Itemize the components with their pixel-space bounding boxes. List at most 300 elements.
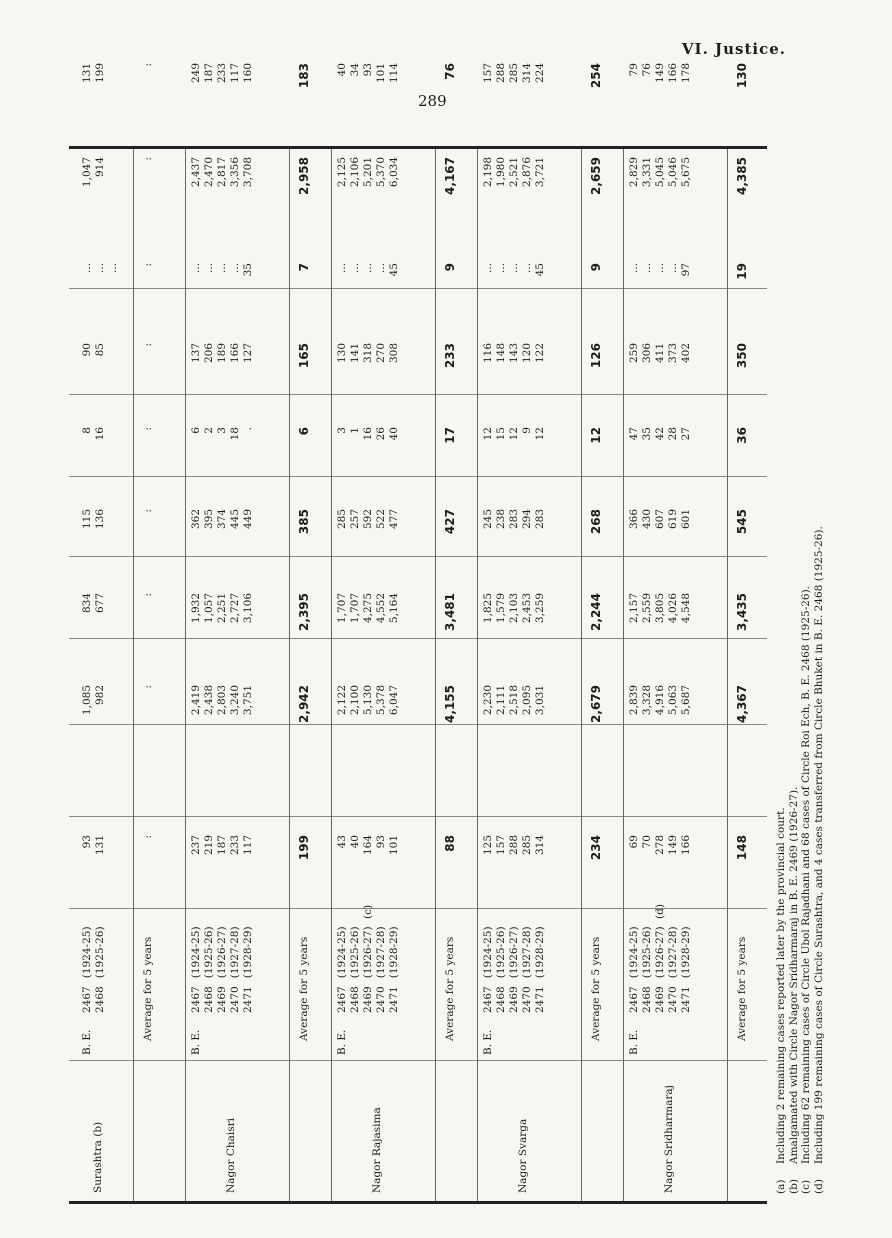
value-cell: ... xyxy=(362,263,374,274)
value-cell: 1,047 xyxy=(81,157,93,188)
year-be: 2470 xyxy=(375,986,387,1013)
average-value: 2,244 xyxy=(589,593,603,631)
year-line xyxy=(521,926,534,1055)
value-column xyxy=(81,593,107,663)
value-cell: 283 xyxy=(508,509,520,530)
value-column xyxy=(81,157,107,241)
value-cell: 270 xyxy=(375,343,387,364)
value-cell: 70 xyxy=(641,835,653,849)
value-column xyxy=(482,509,547,571)
value-cell: 219 xyxy=(203,835,215,856)
year-line xyxy=(362,926,375,1055)
value-cell: . xyxy=(242,427,254,431)
value-cell: 40 xyxy=(388,427,400,441)
value-cell: 2,559 xyxy=(641,593,653,624)
average-value: 199 xyxy=(297,835,311,861)
year-line xyxy=(482,926,495,1055)
value-cell: 148 xyxy=(495,343,507,364)
value-cell: 1,825 xyxy=(482,593,494,624)
average-row xyxy=(727,63,758,1201)
value-cell: 522 xyxy=(375,509,387,530)
value-cell: 5,378 xyxy=(375,685,387,716)
year-list xyxy=(81,926,107,1055)
average-value: : xyxy=(142,427,154,431)
average-value: : xyxy=(142,593,154,597)
value-cell: ... xyxy=(641,263,653,274)
footnote-text: Including 62 remaining cases of Circle Ubol Rajadhani and 68 cases of Circle Roi Ech, B. E. 2468 (1925-26). xyxy=(800,585,812,1164)
value-cell: 93 xyxy=(375,835,387,849)
average-value: : xyxy=(142,343,154,347)
value-cell: ... xyxy=(81,263,93,274)
era-label xyxy=(667,1021,680,1055)
value-cell: 2,876 xyxy=(521,157,533,188)
average-value: 19 xyxy=(735,263,749,280)
value-cell: 2,839 xyxy=(628,685,640,716)
value-cell: 28 xyxy=(667,427,679,441)
value-cell: 164 xyxy=(362,835,374,856)
value-cell: 141 xyxy=(349,343,361,364)
value-column xyxy=(628,157,693,241)
footnote-marker: (c) xyxy=(800,1179,812,1194)
year-be: 2467 xyxy=(81,986,93,1013)
circle-name: Surashtra (b) xyxy=(92,1121,104,1193)
average-value: 130 xyxy=(735,63,749,89)
value-cell: 16 xyxy=(94,427,106,441)
value-cell: 18 xyxy=(229,427,241,441)
average-value: 4,367 xyxy=(735,685,749,723)
value-cell: 2,419 xyxy=(190,685,202,716)
year-be: 2468 xyxy=(641,986,653,1013)
value-cell: 16 xyxy=(362,427,374,441)
year-be: 2467 xyxy=(190,986,202,1013)
value-cell: 1 xyxy=(349,427,361,434)
footnote-marker: (a) xyxy=(775,1179,787,1194)
footnote-marker: (b) xyxy=(787,1179,800,1194)
value-cell: 2,829 xyxy=(628,157,640,188)
average-value: 2,395 xyxy=(297,593,311,631)
year-be: 2469 xyxy=(362,986,374,1013)
value-cell: 12 xyxy=(508,427,520,441)
era-label: B. E. xyxy=(190,1029,202,1055)
year-line xyxy=(242,926,255,1055)
value-column xyxy=(336,157,401,241)
year-ce: (1924-25) xyxy=(628,926,640,979)
value-cell: 294 xyxy=(521,509,533,530)
year-be: 2470 xyxy=(521,986,533,1013)
value-cell: 314 xyxy=(534,835,546,856)
value-cell: ... xyxy=(628,263,640,274)
year-line xyxy=(349,926,362,1055)
value-cell: 131 xyxy=(81,63,93,84)
value-cell: 3,106 xyxy=(242,593,254,624)
value-cell: 1,980 xyxy=(495,157,507,188)
era-label xyxy=(654,1021,667,1055)
average-label: Average for 5 years xyxy=(444,936,456,1041)
value-column xyxy=(482,157,547,241)
era-label xyxy=(349,1021,362,1055)
value-column xyxy=(336,685,401,755)
value-cell: ... xyxy=(508,263,520,274)
value-column xyxy=(628,509,693,571)
value-cell: 149 xyxy=(654,63,666,84)
year-be: 2469 xyxy=(508,986,520,1013)
footnote xyxy=(775,154,788,1194)
value-cell: 101 xyxy=(388,835,400,856)
value-cell: 93 xyxy=(81,835,93,849)
year-be: 2468 xyxy=(495,986,507,1013)
value-cell: 166 xyxy=(667,63,679,84)
value-cell: 137 xyxy=(190,343,202,364)
value-cell: 125 xyxy=(482,835,494,856)
value-cell: 12 xyxy=(534,427,546,441)
value-column xyxy=(190,509,255,571)
year-line xyxy=(654,926,667,1055)
value-cell: 3,240 xyxy=(229,685,241,716)
value-cell: 477 xyxy=(388,509,400,530)
circle-name: Nagor Rajasima xyxy=(371,1107,383,1193)
era-label xyxy=(534,1021,547,1055)
year-line xyxy=(495,926,508,1055)
value-column xyxy=(482,835,547,903)
average-value: 165 xyxy=(297,343,311,369)
value-cell: 127 xyxy=(242,343,254,364)
average-value: 385 xyxy=(297,509,311,535)
value-cell: 2,125 xyxy=(336,157,348,188)
year-ce: (1926-27) xyxy=(362,926,374,979)
note-marker: (c) xyxy=(362,904,374,919)
year-ce: (1925-26) xyxy=(641,926,653,979)
year-line xyxy=(81,926,94,1055)
value-cell: 2,157 xyxy=(628,593,640,624)
value-cell: 206 xyxy=(203,343,215,364)
value-cell: 3,751 xyxy=(242,685,254,716)
value-cell: 366 xyxy=(628,509,640,530)
value-cell: 430 xyxy=(641,509,653,530)
year-ce: (1928-29) xyxy=(242,926,254,979)
value-cell: 101 xyxy=(375,63,387,84)
value-cell: ... xyxy=(190,263,202,274)
value-cell: ... xyxy=(521,263,533,274)
average-value: 268 xyxy=(589,509,603,535)
value-cell: 306 xyxy=(641,343,653,364)
value-cell: 619 xyxy=(667,509,679,530)
value-cell: 131 xyxy=(94,835,106,856)
year-ce: (1926-27) xyxy=(508,926,520,979)
average-value: 36 xyxy=(735,427,749,444)
value-cell: 5,045 xyxy=(654,157,666,188)
value-cell: ... xyxy=(495,263,507,274)
value-cell: 5,130 xyxy=(362,685,374,716)
value-cell: 76 xyxy=(641,63,653,77)
average-value: 2,958 xyxy=(297,157,311,195)
era-label xyxy=(495,1021,508,1055)
average-value: : xyxy=(142,835,154,839)
value-cell: 233 xyxy=(216,63,228,84)
value-column xyxy=(482,263,547,323)
value-cell: 9 xyxy=(521,427,533,434)
year-be: 2469 xyxy=(654,986,666,1013)
value-cell: 2 xyxy=(203,427,215,434)
value-cell: 157 xyxy=(495,835,507,856)
value-cell: 607 xyxy=(654,509,666,530)
value-cell: 1,057 xyxy=(203,593,215,624)
year-line xyxy=(375,926,388,1055)
value-cell: 1,707 xyxy=(336,593,348,624)
value-cell: 5,675 xyxy=(680,157,692,188)
value-cell: 5,370 xyxy=(375,157,387,188)
value-cell: 2,230 xyxy=(482,685,494,716)
footnote xyxy=(813,154,826,1194)
value-column xyxy=(336,509,401,571)
value-cell: 914 xyxy=(94,157,106,178)
circle-row xyxy=(77,63,121,1201)
average-value: 3,481 xyxy=(443,593,457,631)
value-cell: 245 xyxy=(482,509,494,530)
average-value: 9 xyxy=(443,263,457,272)
value-cell: 4,548 xyxy=(680,593,692,624)
value-cell: 2,251 xyxy=(216,593,228,624)
year-be: 2469 xyxy=(216,986,228,1013)
value-column xyxy=(81,427,107,485)
footnote-marker: (d) xyxy=(812,1179,825,1194)
value-cell: 3,328 xyxy=(641,685,653,716)
value-cell: 374 xyxy=(216,509,228,530)
value-cell: 35 xyxy=(641,427,653,441)
value-cell: 1,707 xyxy=(349,593,361,624)
value-cell: 3,708 xyxy=(242,157,254,188)
average-value: : xyxy=(142,685,154,689)
year-ce: (1924-25) xyxy=(81,926,93,979)
value-cell: 2,470 xyxy=(203,157,215,188)
average-value: : xyxy=(142,263,154,267)
value-cell: 12 xyxy=(482,427,494,441)
value-cell: 982 xyxy=(94,685,106,706)
value-cell: 2,103 xyxy=(508,593,520,624)
average-value: 9 xyxy=(589,263,603,272)
footnotes xyxy=(775,154,825,1194)
value-cell: 1,932 xyxy=(190,593,202,624)
value-cell: 288 xyxy=(508,835,520,856)
value-cell: 449 xyxy=(242,509,254,530)
era-label xyxy=(94,1021,107,1055)
year-line xyxy=(203,926,216,1055)
year-line xyxy=(534,926,547,1055)
value-column xyxy=(482,427,547,485)
average-value: 12 xyxy=(589,427,603,444)
value-cell: 8 xyxy=(81,427,93,434)
era-label: B. E. xyxy=(628,1029,640,1055)
year-list xyxy=(190,926,255,1055)
value-cell: 143 xyxy=(508,343,520,364)
average-label: Average for 5 years xyxy=(142,936,154,1041)
era-label: B. E. xyxy=(482,1029,494,1055)
value-cell: 278 xyxy=(654,835,666,856)
year-ce: (1924-25) xyxy=(482,926,494,979)
year-ce: (1926-27) xyxy=(654,926,666,979)
average-value: 4,155 xyxy=(443,685,457,723)
value-cell: 97 xyxy=(680,263,692,277)
year-line xyxy=(508,926,521,1055)
value-cell: 237 xyxy=(190,835,202,856)
year-line xyxy=(667,926,680,1055)
year-ce: (1927-28) xyxy=(521,926,533,979)
value-cell: 288 xyxy=(495,63,507,84)
value-cell: 3 xyxy=(216,427,228,434)
average-label: Average for 5 years xyxy=(298,936,310,1041)
average-value: 233 xyxy=(443,343,457,369)
value-cell: 4,916 xyxy=(654,685,666,716)
value-cell: 6 xyxy=(190,427,202,434)
value-column xyxy=(190,343,255,403)
value-column xyxy=(336,835,401,903)
value-cell: 166 xyxy=(229,343,241,364)
circle-name: Nagor Chaisri xyxy=(225,1117,237,1193)
value-cell: 233 xyxy=(229,835,241,856)
value-cell: 27 xyxy=(680,427,692,441)
average-row xyxy=(581,63,612,1201)
value-cell: 166 xyxy=(680,835,692,856)
average-value: 17 xyxy=(443,427,457,444)
value-column xyxy=(336,427,401,485)
era-label xyxy=(216,1021,229,1055)
average-value: 2,942 xyxy=(297,685,311,723)
value-column xyxy=(628,685,693,755)
average-value: 2,659 xyxy=(589,157,603,195)
value-cell: 187 xyxy=(216,835,228,856)
value-cell: 187 xyxy=(203,63,215,84)
value-cell: 2,521 xyxy=(508,157,520,188)
value-cell: 2,111 xyxy=(495,685,507,716)
average-value: 6 xyxy=(297,427,311,436)
circle-row xyxy=(331,63,424,1201)
year-ce: (1927-28) xyxy=(229,926,241,979)
year-ce: (1925-26) xyxy=(94,926,106,979)
year-list xyxy=(482,926,547,1055)
note-marker: (d) xyxy=(654,904,666,919)
year-ce: (1925-26) xyxy=(495,926,507,979)
footnote-text: Including 2 remaining cases reported later by the provincial court. xyxy=(775,807,787,1164)
value-cell: 130 xyxy=(336,343,348,364)
value-column xyxy=(190,835,255,903)
value-cell: 6,034 xyxy=(388,157,400,188)
value-column xyxy=(628,63,693,133)
year-line xyxy=(680,926,693,1055)
circle-name: Nagor Svarga xyxy=(517,1118,529,1193)
value-cell: 15 xyxy=(495,427,507,441)
value-column xyxy=(190,263,255,323)
era-label xyxy=(362,1021,375,1055)
value-cell: 120 xyxy=(521,343,533,364)
value-column xyxy=(81,835,107,903)
value-column xyxy=(190,63,255,133)
average-value: : xyxy=(142,157,154,161)
year-ce: (1927-28) xyxy=(667,926,679,979)
year-line xyxy=(336,926,349,1055)
value-cell: 5,687 xyxy=(680,685,692,716)
value-cell: 43 xyxy=(336,835,348,849)
era-label xyxy=(388,1021,401,1055)
value-cell: 834 xyxy=(81,593,93,614)
value-column xyxy=(482,685,547,755)
value-cell: 42 xyxy=(654,427,666,441)
average-value: 148 xyxy=(735,835,749,861)
average-value: : xyxy=(142,63,154,67)
value-cell: 5,164 xyxy=(388,593,400,624)
value-cell: 69 xyxy=(628,835,640,849)
value-column xyxy=(190,427,255,485)
value-cell: 2,100 xyxy=(349,685,361,716)
average-value: 545 xyxy=(735,509,749,535)
year-line xyxy=(641,926,654,1055)
value-column xyxy=(482,63,547,133)
average-value: 126 xyxy=(589,343,603,369)
average-value: 350 xyxy=(735,343,749,369)
value-cell: 3,331 xyxy=(641,157,653,188)
circle-row xyxy=(477,63,570,1201)
value-cell: 157 xyxy=(482,63,494,84)
value-cell: ... xyxy=(94,263,106,274)
value-cell: 90 xyxy=(81,343,93,357)
value-column xyxy=(482,343,547,403)
value-cell: 5,046 xyxy=(667,157,679,188)
era-label xyxy=(242,1021,255,1055)
value-cell: 2,438 xyxy=(203,685,215,716)
value-column xyxy=(628,263,693,323)
value-cell: ... xyxy=(107,263,119,274)
value-cell: 93 xyxy=(362,63,374,77)
value-cell: ... xyxy=(654,263,666,274)
year-ce: (1924-25) xyxy=(336,926,348,979)
circle-row xyxy=(623,63,716,1201)
average-value: 88 xyxy=(443,835,457,852)
value-cell: 4,275 xyxy=(362,593,374,624)
value-cell: 115 xyxy=(81,509,93,530)
year-be: 2468 xyxy=(203,986,215,1013)
value-cell: 2,095 xyxy=(521,685,533,716)
average-value: 7 xyxy=(297,263,311,272)
year-be: 2470 xyxy=(229,986,241,1013)
average-value: 234 xyxy=(589,835,603,861)
year-be: 2467 xyxy=(628,986,640,1013)
value-cell: ... xyxy=(482,263,494,274)
value-cell: 4,026 xyxy=(667,593,679,624)
average-value: 4,385 xyxy=(735,157,749,195)
year-be: 2471 xyxy=(680,986,692,1013)
value-cell: 1,085 xyxy=(81,685,93,716)
year-ce: (1925-26) xyxy=(349,926,361,979)
value-column xyxy=(336,63,401,133)
average-value: 3,435 xyxy=(735,593,749,631)
era-label xyxy=(203,1021,216,1055)
average-value: 2,679 xyxy=(589,685,603,723)
year-be: 2471 xyxy=(388,986,400,1013)
era-label xyxy=(521,1021,534,1055)
value-cell: 160 xyxy=(242,63,254,84)
value-cell: 3,805 xyxy=(654,593,666,624)
value-cell: 285 xyxy=(521,835,533,856)
year-be: 2470 xyxy=(667,986,679,1013)
value-cell: 3 xyxy=(336,427,348,434)
average-row xyxy=(133,63,174,1201)
year-be: 2471 xyxy=(534,986,546,1013)
year-line xyxy=(229,926,242,1055)
value-cell: 257 xyxy=(349,509,361,530)
value-cell: 3,031 xyxy=(534,685,546,716)
circle-row xyxy=(185,63,278,1201)
page-number: 289 xyxy=(418,92,447,110)
value-cell: 1,579 xyxy=(495,593,507,624)
value-cell: ... xyxy=(216,263,228,274)
